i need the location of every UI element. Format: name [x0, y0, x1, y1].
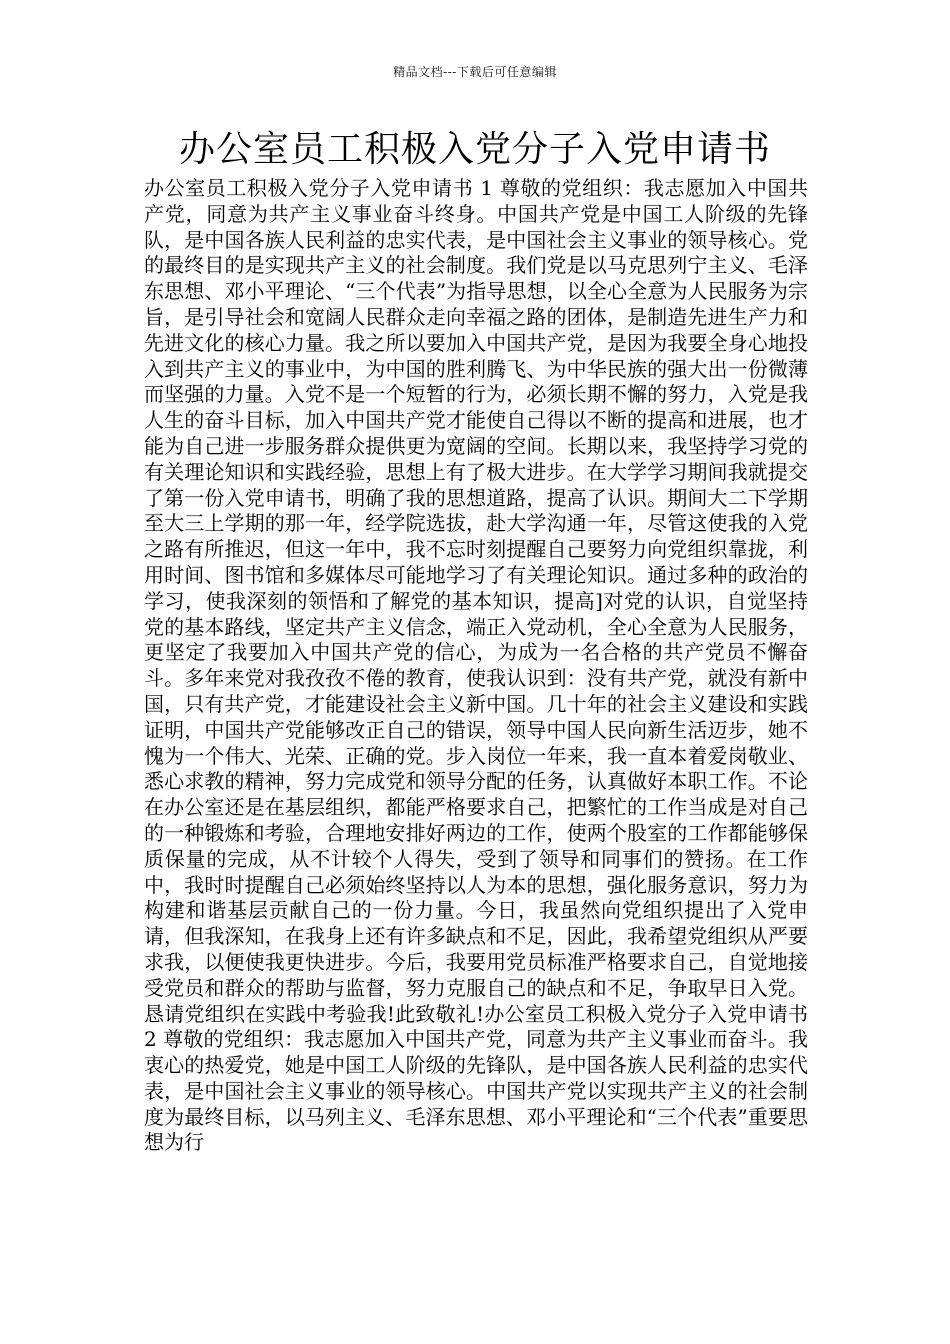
document-body: 办公室员工积极入党分子入党申请书 1 尊敬的党组织：我志愿加入中国共产党，同意为共产主义事业奋斗终身。中国共产党是中国工人阶级的先锋队，是中国各族人民利益的忠实代表，是中国社会主义事业的领导核心。党的最终目的是实现共产主义的社会制度。我们党是以马克思列宁主义、毛泽东思想、邓小平理论、“三个代表”为指导思想，以全心全意为人民服务为宗旨，是引导社会和宽阔人民群众走向幸福之路的团体，是制造先进生产力和先进文化的核心力量。我之所以要加入中国共产党，是因为我要全身心地投入到共产主义的事业中，为中国的胜利腾飞、为中华民族的强大出一份微薄而坚强的力量。入党不是一个短暂的行为，必须长期不懈的努力，入党是我人生的奋斗目标，加入中国共产党才能使自己得以不断的提高和进展，也才能为自己进一步服务群众提供更为宽阔的空间。长期以来，我坚持学习党的有关理论知识和实践经验，思想上有了极大进步。在大学学习期间我就提交了第一份入党申请书，明确了我的思想道路，提高了认识。期间大二下学期至大三上学期的那一年，经学院选拔，赴大学沟通一年，尽管这使我的入党之路有所推迟，但这一年中，我不忘时刻提醒自己要努力向党组织靠拢，利用时间、图书馆和多媒体尽可能地学习了有关理论知识。通过多种的政治的学习，使我深刻的领悟和了解党的基本知识，提高]对党的认识，自觉坚持党的基本路线，坚定共产主义信念，端正入党动机，全心全意为人民服务，更坚定了我要加入中国共产党的信心，为成为一名合格的共产党员不懈奋斗。多年来党对我孜孜不倦的教育，使我认识到：没有共产党，就没有新中国，只有共产党，才能建设社会主义新中国。几十年的社会主义建设和实践证明，中国共产党能够改正自己的错误，领导中国人民向新生活迈步，她不愧为一个伟大、光荣、正确的党。步入岗位一年来，我一直本着爱岗敬业、悉心求教的精神，努力完成党和领导分配的任务，认真做好本职工作。不论在办公室还是在基层组织，都能严格要求自己，把繁忙的工作当成是对自己的一种锻炼和考验，合理地安排好两边的工作，使两个股室的工作都能够保质保量的完成，从不计较个人得失，受到了领导和同事们的赞扬。在工作中，我时时提醒自己必须始终坚持以人为本的思想，强化服务意识，努力为构建和谐基层贡献自己的一份力量。今日，我虽然向党组织提出了入党申请，但我深知，在我身上还有许多缺点和不足，因此，我希望党组织从严要求我，以便使我更快进步。今后，我要用党员标准严格要求自己，自觉地接受党员和群众的帮助与监督，努力克服自己的缺点和不足，争取早日入党。恳请党组织在实践中考验我!此致敬礼!办公室员工积极入党分子入党申请书 2 尊敬的党组织：我志愿加入中国共产党，同意为共产主义事业而奋斗。我衷心的热爱党，她是中国工人阶级的先锋队，是中国各族人民利益的忠实代表，是中国社会主义事业的领导核心。中国共产党以实现共产主义的社会制度为最终目标，以马列主义、毛泽东思想、邓小平理论和“三个代表”重要思想为行 [144, 176, 808, 1155]
page-header: 精品文档---下载后可任意编辑 [393, 65, 557, 79]
document-title: 办公室员工积极入党分子入党申请书 [178, 129, 771, 170]
